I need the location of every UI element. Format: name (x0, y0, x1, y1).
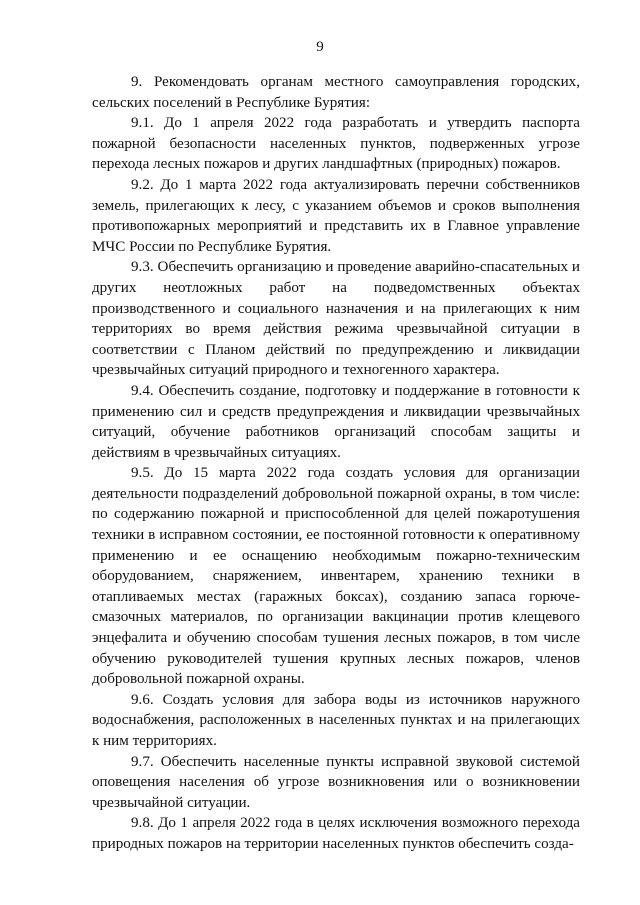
paragraph-9-8: 9.8. До 1 апреля 2022 года в целях исключения возможного перехода природных пожаров на территории населенных пунктов обеспечить созда- (92, 815, 580, 852)
page-number: 9 (316, 39, 324, 55)
paragraph-9-5: 9.5. До 15 марта 2022 года создать условия для организации деятельности подразделений добровольной пожарной охраны, в том числе: по содержанию пожарной и приспособленной для целей пожаротушения техники в исправном состоянии, ее постоянной готовности к оперативному применению и ее оснащению необходимым пожарно-техническим оборудованием, снаряжением, инвентарем, хранению техники в отапливаемых местах (гаражных боксах), созданию запаса горюче-смазочных материалов, по организации вакцинации против клещевого энцефалита и обучению способам тушения лесных пожаров, в том числе обучению руководителей тушения крупных лесных пожаров, членов добровольной пожарной охраны. (92, 465, 580, 688)
paragraph-9-1: 9.1. До 1 апреля 2022 года разработать и утвердить паспорта пожарной безопасности населенных пунктов, подверженных угрозе перехода лесных пожаров и других ландшафтных (природных) пожаров. (92, 115, 580, 173)
paragraph-9-3: 9.3. Обеспечить организацию и проведение аварийно-спасательных и других неотложных работ на подведомственных объектах производственного и социального назначения и на прилегающих к ним территориях во время действия режима чрезвычайной ситуации в соответствии с Планом действий по предупреждению и ликвидации чрезвычайных ситуаций природного и техногенного характера. (92, 259, 580, 379)
paragraph-9-4: 9.4. Обеспечить создание, подготовку и поддержание в готовности к применению сил и средств предупреждения и ликвидации чрезвычайных ситуаций, обучение работников организаций способам защиты и действиям в чрезвычайных ситуациях. (92, 382, 580, 461)
paragraph-9-2: 9.2. До 1 марта 2022 года актуализировать перечни собственников земель, прилегающих к лесу, с указанием объемов и сроков выполнения противопожарных мероприятий и представить их в Главное управление МЧС России по Республике Бурятия. (92, 176, 580, 255)
document-body (92, 72, 580, 855)
paragraph-9-7: 9.7. Обеспечить населенные пункты исправной звуковой системой оповещения населения об угрозе возникновения или о возникновении чрезвычайной ситуации. (92, 753, 580, 811)
paragraph-9: 9. Рекомендовать органам местного самоуправления городских, сельских поселений в Республике Бурятия: (92, 74, 580, 111)
paragraph-9-6: 9.6. Создать условия для забора воды из источников наружного водоснабжения, расположенных в населенных пунктах и на прилегающих к ним территориях. (92, 691, 580, 749)
